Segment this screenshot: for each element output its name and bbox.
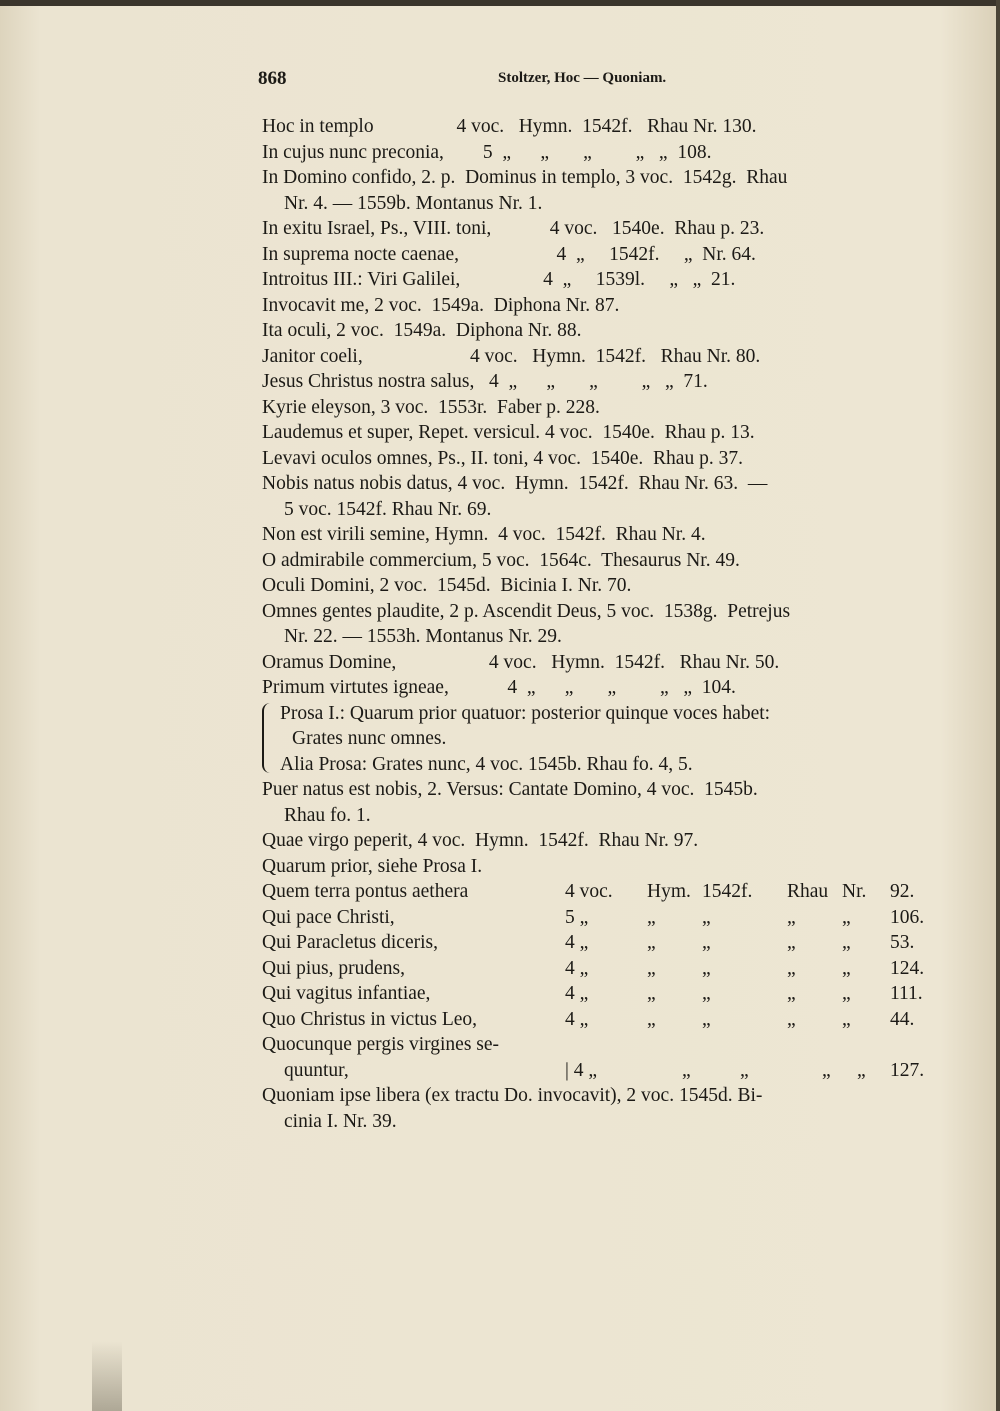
table-cell-title: Qui pace Christi, [262,906,395,928]
entry-text: Introitus III.: Viri Galilei, 4 „ 1539l. „ „ 21. [262,269,736,290]
entry-text: Oramus Domine, 4 voc. Hymn. 1542f. Rhau Nr. 50. [262,651,780,673]
table-cell-c4: „ [842,932,851,953]
entry-list-a [262,114,938,701]
table-row [262,879,938,905]
catalog-entry [262,395,938,421]
quocunque-line-2 [262,1058,938,1084]
quocunque-c4: „ [857,1059,866,1081]
entry-text: Primum virtutes igneae, 4 „ „ „ „ „ 104. [262,677,736,698]
entry-text: Nobis natus nobis datus, 4 voc. Hymn. 1542f. Rhau Nr. 63. — [262,473,768,494]
quocunque-c1: „ [682,1059,691,1081]
table-cell-c1: „ [647,932,656,953]
table-cell-c1: „ [647,1008,656,1030]
catalog-entry [262,548,938,574]
table-cell-num: 44. [890,1008,915,1030]
table-cell-voc: 4 „ [565,1008,589,1030]
table-cell-num: 53. [890,932,915,953]
entry-text: Kyrie eleyson, 3 voc. 1553r. Faber p. 228. [262,396,600,418]
page-number: 868 [258,68,287,89]
table-row [262,981,938,1007]
quocunque-title-2: quuntur, [284,1059,349,1081]
catalog-entry [262,369,938,395]
table-row [262,905,938,931]
table-cell-c3: „ [787,1008,796,1030]
entry-text: Invocavit me, 2 voc. 1549a. Diphona Nr. 87. [262,294,620,316]
quocunque-c3: „ [822,1059,831,1081]
table-cell-title: Qui vagitus infantiae, [262,983,431,1004]
catalog-entry [262,344,938,370]
table-row [262,956,938,982]
quocunque-voc: | 4 „ [565,1059,598,1081]
table-cell-c2: „ [702,957,711,979]
scan-edge-top [0,0,1000,6]
brace-line-1: Prosa I.: Quarum prior quatuor: posterior quinque voces habet: [280,702,771,724]
catalog-entry [262,650,938,676]
final-entry-text: Quoniam ipse libera (ex tractu Do. invocavit), 2 voc. 1545d. Bi- [262,1085,763,1106]
catalog-entry [262,777,938,828]
catalog-entry [262,675,938,701]
scan-shadow [92,1341,122,1411]
quocunque-c2: „ [740,1059,749,1081]
table-cell-voc: 5 „ [565,906,589,928]
final-entry-cont: cinia I. Nr. 39. [284,1110,397,1132]
table-cell-title: Qui Paracletus diceris, [262,932,438,953]
table-cell-c2: „ [702,932,711,953]
table-cell-c3: „ [787,906,796,928]
catalog-entry [262,293,938,319]
brace-line-2: Grates nunc omnes. [292,728,447,749]
catalog-entry [262,446,938,472]
table-cell-c3: Rhau [787,881,829,902]
catalog-entry [262,165,938,216]
catalog-entry [262,471,938,522]
running-title: Stoltzer, Hoc — Quoniam. [498,70,667,86]
entry-text: Laudemus et super, Repet. versicul. 4 voc. 1540e. Rhau p. 13. [262,422,755,443]
entry-text: Quarum prior, siehe Prosa I. [262,855,483,877]
entry-text: Oculi Domini, 2 voc. 1545d. Bicinia I. Nr. 70. [262,575,632,596]
entry-continuation: Rhau fo. 1. [284,804,371,826]
entry-text: Quae virgo peperit, 4 voc. Hymn. 1542f. Rhau Nr. 97. [262,830,699,851]
table-cell-c4: „ [842,906,851,928]
hymn-table [262,879,938,1032]
entry-text: Levavi oculos omnes, Ps., II. toni, 4 voc. 1540e. Rhau p. 37. [262,447,743,469]
catalog-entry [262,318,938,344]
table-cell-voc: 4 „ [565,932,589,953]
final-entry [262,1083,938,1134]
catalog-entry [262,267,938,293]
entry-continuation: 5 voc. 1542f. Rhau Nr. 69. [284,498,492,520]
catalog-entry [262,854,938,880]
entry-text: Janitor coeli, 4 voc. Hymn. 1542f. Rhau Nr. 80. [262,345,761,367]
table-row [262,930,938,956]
entry-text: In cujus nunc preconia, 5 „ „ „ „ „ 108. [262,141,712,163]
table-cell-c1: „ [647,983,656,1004]
table-row [262,1007,938,1033]
table-cell-c4: „ [842,957,851,979]
catalog-entry [262,522,938,548]
table-cell-voc: 4 „ [565,957,589,979]
table-cell-num: 106. [890,906,925,928]
table-cell-c1: „ [647,906,656,928]
catalog-entry [262,140,938,166]
table-cell-c2: 1542f. [702,881,753,902]
table-cell-c4: „ [842,983,851,1004]
table-cell-num: 124. [890,957,925,979]
table-cell-num: 92. [890,881,915,902]
table-cell-c3: „ [787,983,796,1004]
table-cell-c2: „ [702,983,711,1004]
table-cell-c1: „ [647,957,656,979]
catalog-entry [262,599,938,650]
table-cell-c4: „ [842,1008,851,1030]
entry-text: Non est virili semine, Hymn. 4 voc. 1542f. Rhau Nr. 4. [262,524,706,545]
table-cell-title: Quem terra pontus aethera [262,881,469,902]
entry-text: Puer natus est nobis, 2. Versus: Cantate Domino, 4 voc. 1545b. [262,779,758,800]
table-cell-c2: „ [702,1008,711,1030]
entry-continuation: Nr. 4. — 1559b. Montanus Nr. 1. [284,192,543,214]
table-cell-voc: 4 „ [565,983,589,1004]
entry-text: Omnes gentes plaudite, 2 p. Ascendit Deus, 5 voc. 1538g. Petrejus [262,600,791,622]
catalog-entry [262,828,938,854]
entry-text: Jesus Christus nostra salus, 4 „ „ „ „ „ 71. [262,371,708,392]
scan-edge-right [996,0,1000,1411]
entry-continuation: Nr. 22. — 1553h. Montanus Nr. 29. [284,626,562,647]
brace-line-3: Alia Prosa: Grates nunc, 4 voc. 1545b. Rhau fo. 4, 5. [280,753,693,775]
entry-text: Hoc in templo 4 voc. Hymn. 1542f. Rhau Nr. 130. [262,116,757,137]
catalog-entry [262,242,938,268]
table-cell-c1: Hym. [647,881,691,902]
catalog-entry [262,114,938,140]
table-cell-title: Quo Christus in victus Leo, [262,1008,478,1030]
quocunque-num: 127. [890,1059,925,1081]
catalog-entry [262,216,938,242]
table-cell-c3: „ [787,957,796,979]
entry-text: In Domino confido, 2. p. Dominus in templo, 3 voc. 1542g. Rhau [262,167,788,188]
page-header [258,68,938,96]
entry-text: In suprema nocte caenae, 4 „ 1542f. „ Nr. 64. [262,243,756,265]
table-cell-num: 111. [890,983,923,1004]
brace-mark [262,703,272,773]
quocunque-line-1 [262,1032,938,1058]
table-cell-title: Qui pius, prudens, [262,957,405,979]
catalog-entry [262,573,938,599]
quocunque-title-1: Quocunque pergis virgines se- [262,1034,500,1055]
table-cell-c4: Nr. [842,881,867,902]
prosa-brace-group [262,701,938,778]
table-cell-c3: „ [787,932,796,953]
catalog-entry [262,420,938,446]
entry-text: Ita oculi, 2 voc. 1549a. Diphona Nr. 88. [262,320,582,341]
table-cell-c2: „ [702,906,711,928]
entry-text: In exitu Israel, Ps., VIII. toni, 4 voc. 1540e. Rhau p. 23. [262,218,765,239]
entry-list-b [262,777,938,879]
table-cell-voc: 4 voc. [565,881,613,902]
entry-text: O admirabile commercium, 5 voc. 1564c. Thesaurus Nr. 49. [262,549,740,571]
catalog-entries [262,114,938,1134]
